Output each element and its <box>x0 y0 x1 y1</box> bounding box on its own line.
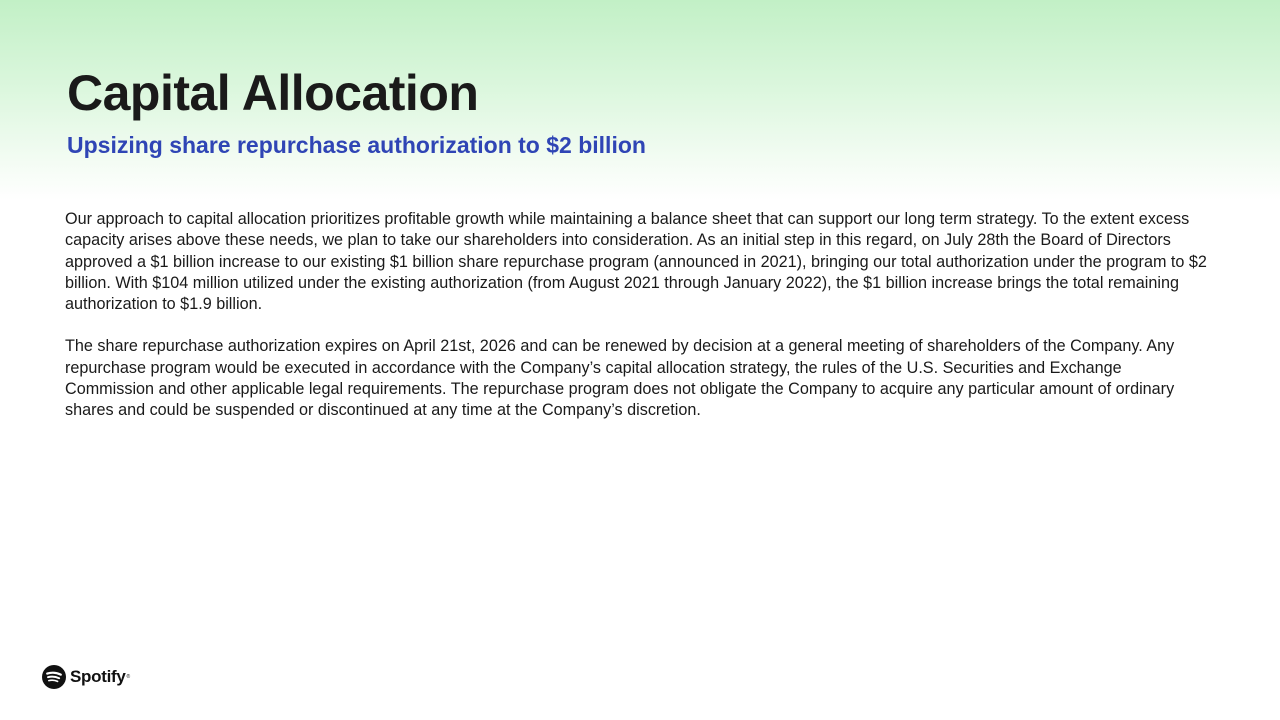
spotify-wordmark: Spotify <box>70 667 126 686</box>
body-text <box>65 209 1210 443</box>
spotify-icon <box>42 665 66 689</box>
spotify-logo <box>42 664 130 690</box>
slide-title: Capital Allocation <box>67 65 479 121</box>
paragraph-capital-approach: Our approach to capital allocation prioritizes profitable growth while maintaining a balance sheet that can support our long term strategy. To the extent excess capacity arises above these needs, we plan to take our shareholders into consideration. As an initial step in this regard, on July 28th the Board of Directors approved a $1 billion increase to our existing $1 billion share repurchase program (announced in 2021), bringing our total authorization under the program to $2 billion. With $104 million utilized under the existing authorization (from August 2021 through January 2022), the $1 billion increase brings the total remaining authorization to $1.9 billion. <box>65 210 1207 314</box>
slide-subtitle: Upsizing share repurchase authorization to $2 billion <box>67 132 646 158</box>
paragraph-repurchase-terms: The share repurchase authorization expires on April 21st, 2026 and can be renewed by decision at a general meeting of shareholders of the Company. Any repurchase program would be executed in accordance with the Company’s capital allocation strategy, the rules of the U.S. Securities and Exchange Commission and other applicable legal requirements. The repurchase program does not obligate the Company to acquire any particular amount of ordinary shares and could be suspended or discontinued at any time at the Company’s discretion. <box>65 337 1175 420</box>
registered-mark: ® <box>126 674 131 680</box>
